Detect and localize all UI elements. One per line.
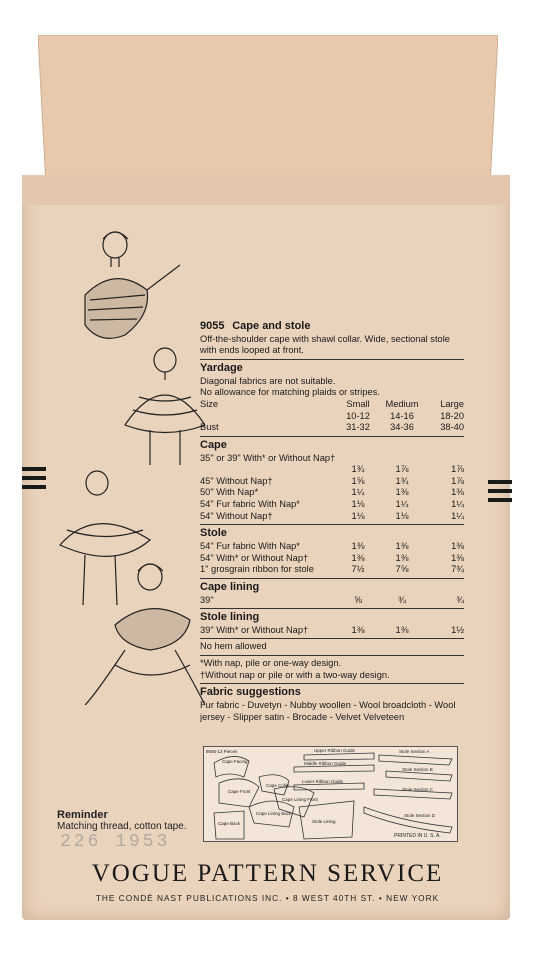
row-value: 1⅜	[395, 487, 409, 498]
row-value: 1⅜	[351, 540, 365, 551]
row-label: 50" With Nap*	[200, 487, 259, 498]
stole-lining-rows	[200, 625, 464, 637]
cape-lining-heading: Cape lining	[200, 580, 260, 593]
row-value: 1⅜	[451, 540, 464, 551]
fabric-text: Fur fabric - Duvetyn - Nubby woollen - Wool broadcloth - Wool jersey - Slipper satin - Brocade - Velvet Velveteen	[200, 700, 456, 722]
reminder-box	[57, 809, 187, 832]
hem-note: No hem allowed	[200, 641, 267, 652]
row-value: 1¼	[451, 510, 464, 521]
row-label: 54" Fur fabric With Nap*	[200, 498, 300, 509]
row-value: 1⅛	[351, 498, 365, 509]
row-label: 54" With* or Without Nap†	[200, 552, 309, 563]
cape-rows	[200, 453, 464, 523]
yardage-row	[200, 564, 464, 576]
pattern-title: Cape and stole	[232, 320, 311, 332]
row-value: 1⅞	[395, 464, 409, 475]
piece-label: Upper Ribbon Guide	[314, 748, 356, 753]
row-value: 1⅜	[451, 552, 464, 563]
piece-label: Stole Section D	[404, 813, 436, 818]
piece-label: Stole Lining	[312, 819, 336, 824]
row-value: 7⅝	[395, 564, 409, 575]
row-value	[380, 453, 424, 465]
row-value: 1⅜	[395, 624, 409, 635]
reminder-text: Matching thread, cotton tape.	[57, 821, 187, 832]
row-value: 1¼	[451, 498, 464, 509]
row-value: 1⅜	[395, 552, 409, 563]
row-value: 1⅞	[451, 464, 464, 475]
bust-row: Bust 31-32 34-36 38-40	[200, 422, 464, 433]
row-value: ¾	[456, 594, 464, 605]
yardage-row	[200, 541, 464, 553]
fabric-heading: Fabric suggestions	[200, 686, 301, 699]
yardage-row	[200, 464, 464, 476]
pattern-pieces-diagram	[203, 746, 458, 842]
row-value: 7¾	[451, 564, 464, 575]
pattern-number: 9055	[200, 320, 225, 332]
piece-label: Cape Facing	[222, 759, 248, 764]
row-value: 1½	[451, 624, 464, 635]
row-value: ⅝	[354, 594, 362, 605]
piece-label: Cape Collar	[266, 783, 290, 788]
row-label: 35" or 39" With* or Without Nap†	[200, 452, 336, 463]
yardage-row	[200, 553, 464, 565]
fashion-illustrations	[55, 225, 205, 705]
yardage-row	[200, 595, 464, 607]
row-value: 7½	[351, 564, 365, 575]
row-value	[336, 453, 380, 465]
yardage-row	[200, 625, 464, 637]
piece-label: Cape Back	[218, 821, 241, 826]
piece-label: Stole Section A	[399, 749, 430, 754]
registration-mark	[488, 489, 512, 493]
row-value: 1¾	[351, 464, 365, 475]
publisher-line: THE CONDÉ NAST PUBLICATIONS INC. • 8 WEST 40TH ST. • NEW YORK	[95, 893, 440, 903]
row-value: 1⅜	[351, 624, 365, 635]
size-numbers-row: 10-12 14-16 18-20	[346, 410, 464, 421]
row-value: 1⅜	[395, 540, 409, 551]
yardage-note: Diagonal fabrics are not suitable.	[200, 375, 336, 386]
row-value: 1⅞	[451, 475, 464, 486]
row-value: 1⅝	[351, 475, 365, 486]
piece-label: Cape Front	[228, 789, 251, 794]
pieces-count: 9055-13 Pieces	[206, 749, 238, 754]
registration-mark	[22, 485, 46, 489]
row-value: ¾	[398, 594, 406, 605]
registration-mark	[22, 476, 46, 480]
piece-label: Cape Lining Front	[282, 797, 318, 802]
piece-label: Stole Section C	[402, 787, 434, 792]
piece-label: Cape Lining Back	[256, 811, 292, 816]
handwritten-stamp: 226 1953	[60, 832, 171, 852]
row-value: 1¼	[351, 487, 365, 498]
row-value: 1¼	[395, 498, 409, 509]
row-value: 1⅛	[351, 510, 365, 521]
yardage-heading: Yardage	[200, 361, 243, 374]
registration-mark	[488, 498, 512, 502]
row-label: 39"	[200, 594, 214, 605]
row-value: 1⅜	[351, 552, 365, 563]
registration-mark	[488, 480, 512, 484]
cape-lining-rows	[200, 595, 464, 607]
pattern-info-panel	[200, 318, 464, 723]
row-value: 1⅜	[451, 487, 464, 498]
row-value: 1¾	[395, 475, 409, 486]
yardage-row	[200, 499, 464, 511]
registration-mark	[22, 467, 46, 471]
pattern-title-line	[200, 318, 464, 334]
yardage-note: No allowance for matching plaids or stripes.	[200, 387, 380, 398]
footnote: †Without nap or pile or with a two-way design.	[200, 669, 390, 680]
yardage-row	[200, 453, 464, 465]
stole-heading: Stole	[200, 527, 227, 540]
yardage-row	[200, 487, 464, 499]
cape-heading: Cape	[200, 438, 227, 451]
stole-lining-heading: Stole lining	[200, 611, 260, 624]
piece-label: Stole Section B	[402, 767, 433, 772]
stole-rows	[200, 541, 464, 576]
reminder-heading: Reminder	[57, 809, 108, 821]
printed-note: PRINTED IN U. S. A.	[394, 833, 441, 839]
size-row: Size Small Medium Large	[200, 398, 464, 409]
yardage-row	[200, 511, 464, 523]
piece-label: Middle Ribbon Guide	[304, 761, 347, 766]
footnote: *With nap, pile or one-way design.	[200, 658, 342, 669]
envelope-flap	[38, 35, 498, 185]
row-label	[200, 464, 336, 476]
row-label: 39" With* or Without Nap†	[200, 624, 309, 635]
row-label: 54" Fur fabric With Nap*	[200, 540, 300, 551]
row-value: 1⅛	[395, 510, 409, 521]
row-label: 45" Without Nap†	[200, 475, 273, 486]
row-label: 54" Without Nap†	[200, 510, 273, 521]
row-label: 1" grosgrain ribbon for stole	[200, 564, 314, 575]
flap-crease	[22, 175, 510, 205]
piece-label: Lower Ribbon Guide	[302, 779, 344, 784]
brand-title: VOGUE PATTERN SERVICE	[91, 860, 444, 887]
yardage-row	[200, 476, 464, 488]
pattern-description: Off-the-shoulder cape with shawl collar. Wide, sectional stole with ends looped at front.	[200, 333, 450, 356]
row-value	[424, 453, 464, 465]
